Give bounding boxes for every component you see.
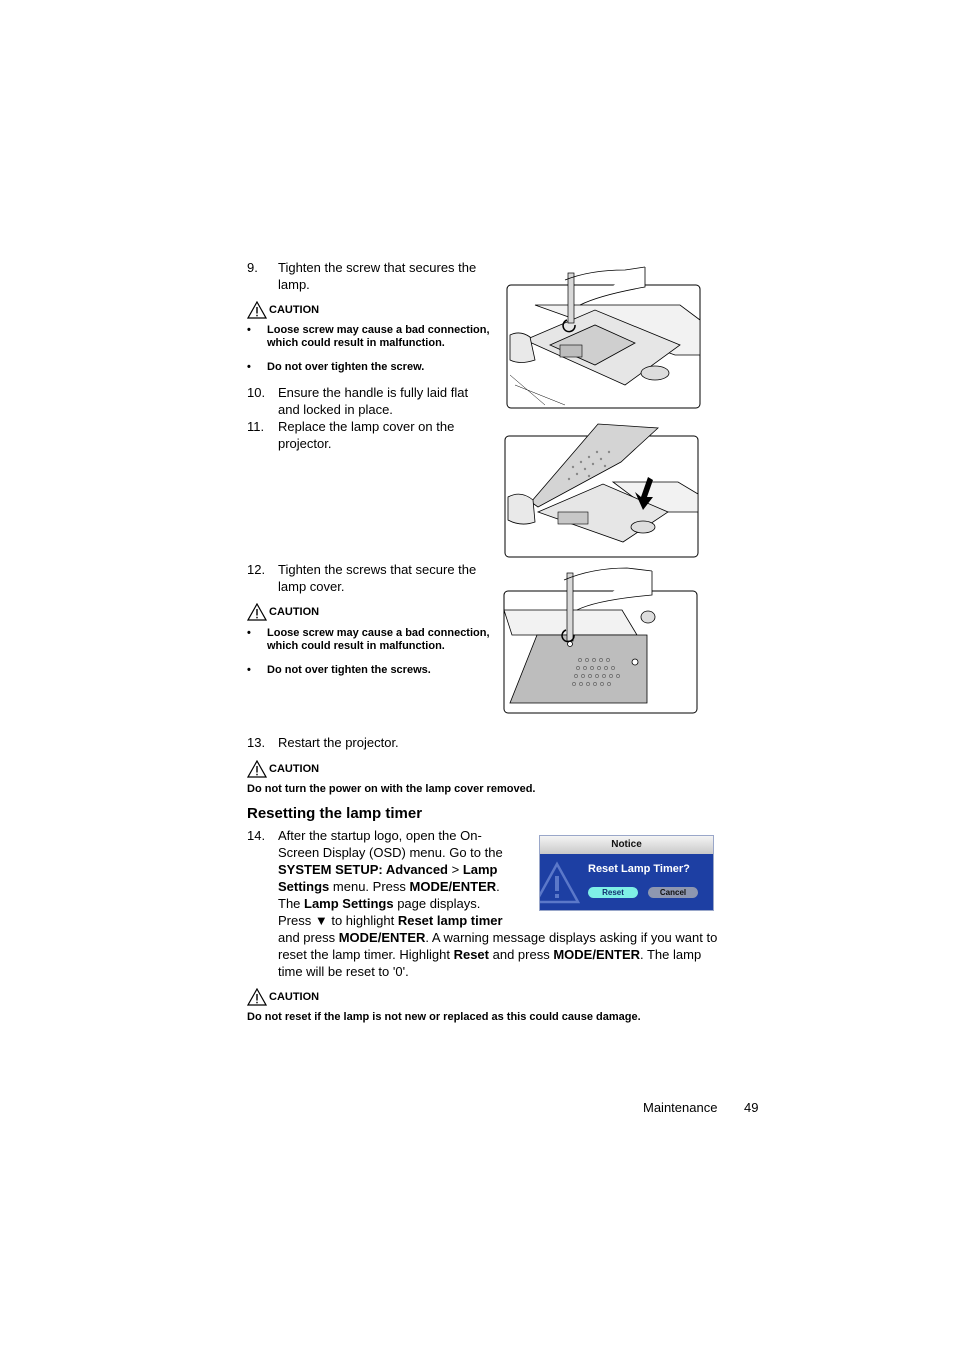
- menu-path-settings: Settings: [278, 879, 330, 894]
- menu-path-system-setup: SYSTEM SETUP: Advanced: [278, 862, 448, 877]
- step-13-number: 13.: [247, 735, 266, 750]
- caution-1-bullet-1: [247, 324, 507, 350]
- osd-reset-dialog: [539, 835, 714, 911]
- caution-4-text: Do not reset if the lamp is not new or replaced as this could cause damage.: [247, 1011, 641, 1023]
- caution-heading-2: [247, 603, 319, 621]
- caution-label: CAUTION: [269, 304, 320, 316]
- caution-3-text: Do not turn the power on with the lamp cover removed.: [247, 783, 536, 795]
- text: >: [448, 862, 463, 877]
- text: . A warning message displays asking if you want to: [425, 930, 718, 945]
- text: to highlight: [327, 913, 398, 928]
- text: time will be reset to '0'.: [278, 964, 409, 979]
- key-mode-enter: MODE/ENTER: [338, 930, 426, 945]
- osd-cancel-button[interactable]: Cancel: [648, 887, 698, 898]
- down-arrow-icon: ▼: [314, 913, 328, 928]
- osd-reset-button[interactable]: Reset: [588, 887, 638, 898]
- text: After the startup logo, open the On-: [278, 828, 482, 843]
- key-mode-enter: MODE/ENTER: [553, 947, 640, 962]
- footer-section: Maintenance: [643, 1100, 718, 1115]
- text: page displays.: [393, 896, 481, 911]
- footer-page-number: 49: [744, 1100, 759, 1115]
- warning-triangle-icon: [247, 760, 267, 778]
- text: reset the lamp timer. Highlight: [278, 947, 454, 962]
- text: Screen Display (OSD) menu. Go to the: [278, 845, 503, 860]
- caution-label: CAUTION: [269, 606, 320, 618]
- caution-label: CAUTION: [269, 991, 320, 1003]
- step-12-text: Tighten the screws that secure the lamp cover.: [278, 562, 477, 594]
- caution-heading-4: [247, 988, 319, 1006]
- section-title: Resetting the lamp timer: [247, 805, 423, 822]
- text: and press: [489, 947, 554, 962]
- osd-title-bar: Notice: [540, 836, 713, 854]
- step-11-text: Replace the lamp cover on the projector.: [278, 419, 455, 451]
- step-12-number: 12.: [247, 562, 266, 577]
- bullet-text: Loose screw may cause a bad connection,: [267, 627, 490, 639]
- page-name-lamp-settings: Lamp Settings: [304, 896, 394, 911]
- step-11-number: 11.: [247, 419, 265, 434]
- step-9-number: 9.: [247, 260, 258, 275]
- bullet-dot: •: [247, 361, 251, 373]
- warning-triangle-icon: [539, 860, 580, 906]
- caution-label: CAUTION: [269, 763, 320, 775]
- key-mode-enter: MODE/ENTER: [409, 879, 497, 894]
- caution-2-bullet-2: [247, 664, 507, 677]
- text: menu. Press: [329, 879, 410, 894]
- text: and press: [278, 930, 339, 945]
- text: . The lamp: [640, 947, 702, 962]
- bullet-text: which could result in malfunction.: [267, 337, 445, 349]
- figure-tighten-lamp-screw: [505, 265, 703, 410]
- bullet-text: which could result in malfunction.: [267, 640, 445, 652]
- caution-2-bullet-1: [247, 627, 507, 653]
- text: The: [278, 896, 305, 911]
- option-reset: Reset: [453, 947, 489, 962]
- figure-tighten-cover-screws: [502, 565, 700, 715]
- warning-triangle-icon: [247, 301, 267, 319]
- step-10-text: Ensure the handle is fully laid flat and locked in place.: [278, 385, 469, 417]
- bullet-text: Do not over tighten the screws.: [267, 664, 431, 676]
- bullet-text: Loose screw may cause a bad connection,: [267, 324, 490, 336]
- text: Press: [278, 913, 315, 928]
- bullet-dot: •: [247, 324, 251, 336]
- bullet-dot: •: [247, 664, 251, 676]
- figure-replace-lamp-cover: [503, 422, 701, 560]
- step-10-number: 10.: [247, 385, 266, 400]
- menu-path-lamp: Lamp: [462, 862, 498, 877]
- osd-question: Reset Lamp Timer?: [588, 863, 690, 875]
- caution-heading-1: [247, 301, 319, 319]
- warning-triangle-icon: [247, 603, 267, 621]
- step-9-text: Tighten the screw that secures the lamp.: [278, 260, 477, 292]
- caution-1-bullet-2: [247, 361, 507, 374]
- option-reset-lamp-timer: Reset lamp timer: [397, 913, 503, 928]
- text: .: [496, 879, 500, 894]
- bullet-dot: •: [247, 627, 251, 639]
- caution-heading-3: [247, 760, 319, 778]
- bullet-text: Do not over tighten the screw.: [267, 361, 425, 373]
- warning-triangle-icon: [247, 988, 267, 1006]
- step-14-number: 14.: [247, 828, 266, 843]
- step-13-text: Restart the projector.: [278, 735, 399, 750]
